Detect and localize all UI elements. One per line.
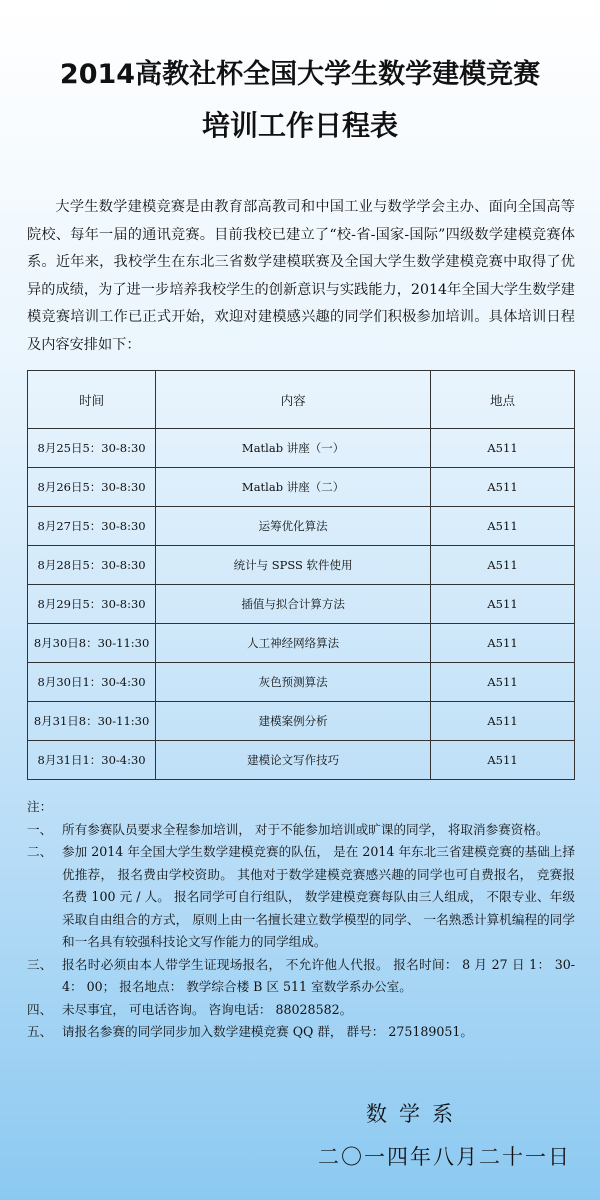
table-row xyxy=(28,546,575,585)
cell-time: 8月28日5：30-8:30 xyxy=(28,546,156,585)
cell-location: A511 xyxy=(431,546,575,585)
cell-time: 8月26日5：30-8:30 xyxy=(28,468,156,507)
page-title: 2014高教社杯全国大学生数学建模竞赛 xyxy=(59,59,541,90)
cell-time: 8月29日5：30-8:30 xyxy=(28,585,156,624)
cell-time: 8月31日8：30-11:30 xyxy=(28,702,156,741)
cell-time: 8月27日5：30-8:30 xyxy=(28,507,156,546)
note-item xyxy=(27,999,575,1022)
note-number: 一、 xyxy=(27,821,53,837)
table-row xyxy=(28,663,575,702)
cell-time: 8月31日1：30-4:30 xyxy=(28,741,156,780)
cell-content: 建模论文写作技巧 xyxy=(156,741,431,780)
note-item xyxy=(27,1021,575,1044)
cell-location: A511 xyxy=(431,468,575,507)
note-number: 三、 xyxy=(27,956,53,972)
table-row xyxy=(28,741,575,780)
note-item xyxy=(27,819,575,842)
cell-location: A511 xyxy=(431,585,575,624)
cell-content: 建模案例分析 xyxy=(156,702,431,741)
table-header-row xyxy=(28,371,575,429)
note-text: 请报名参赛的同学同步加入数学建模竞赛 QQ 群， 群号： 275189051。 xyxy=(62,1024,474,1039)
cell-content: 统计与 SPSS 软件使用 xyxy=(156,546,431,585)
header-time: 时间 xyxy=(28,371,156,429)
note-item xyxy=(27,841,575,954)
cell-content: 运筹优化算法 xyxy=(156,507,431,546)
table-row xyxy=(28,702,575,741)
table-row xyxy=(28,624,575,663)
cell-location: A511 xyxy=(431,741,575,780)
page-subtitle: 培训工作日程表 xyxy=(201,109,398,142)
table-row xyxy=(28,507,575,546)
cell-time: 8月25日5：30-8:30 xyxy=(28,429,156,468)
cell-content: 插值与拟合计算方法 xyxy=(156,585,431,624)
cell-content: 人工神经网络算法 xyxy=(156,624,431,663)
cell-location: A511 xyxy=(431,507,575,546)
notes-heading: 注： xyxy=(27,799,53,814)
schedule-table xyxy=(27,370,575,780)
note-text: 未尽事宜， 可电话咨询。 咨询电话： 88028582。 xyxy=(62,1001,353,1017)
cell-content: 灰色预测算法 xyxy=(156,663,431,702)
note-item xyxy=(27,954,575,999)
cell-content: Matlab 讲座（一） xyxy=(156,429,431,468)
note-number: 四、 xyxy=(27,1001,53,1017)
note-text: 所有参赛队员要求全程参加培训， 对于不能参加培训或旷课的同学， 将取消参赛资格。 xyxy=(62,821,549,837)
cell-time: 8月30日8：30-11:30 xyxy=(28,624,156,663)
cell-location: A511 xyxy=(431,663,575,702)
signature-date: 二〇一四年八月二十一日 xyxy=(318,1145,571,1169)
table-row xyxy=(28,429,575,468)
table-row xyxy=(28,585,575,624)
note-text: 参加 2014 年全国大学生数学建模竞赛的队伍， 是在 2014 年东北三省建模竞赛的基础上择优推荐， 报名费由学校资助。 其他对于数学建模竞赛感兴趣的同学也可自费报名， 竞赛报名费 100 元 / 人。 报名同学可自行组队， 数学建模竞赛每队由三人组成， 不限专业、年级采取自由组合的方式， 原则上由一名擅长建立数学模型的同学、 一名熟悉计算机编程的同学和一名具有较强科技论文写作能力的同学组成。 xyxy=(62,844,575,949)
note-number: 二、 xyxy=(27,844,53,859)
intro-paragraph: 大学生数学建模竞赛是由教育部高教司和中国工业与数学学会主办、面向全国高等院校、每年一届的通讯竞赛。目前我校已建立了“校-省-国家-国际”四级数学建模竞赛体系。近年来，我校学生在东北三省数学建模联赛及全国大学生数学建模竞赛中取得了优异的成绩，为了进一步培养我校学生的创新意识与实践能力，2014年全国大学生数学建模竞赛培训工作已正式开始，欢迎对建模感兴趣的同学们积极参加培训。具体培训日程及内容安排如下： xyxy=(27,199,575,353)
cell-location: A511 xyxy=(431,624,575,663)
note-text: 报名时必须由本人带学生证现场报名， 不允许他人代报。 报名时间： 8 月 27 日 1： 30-4： 00； 报名地点： 教学综合楼 B 区 511 室数学系办公室。 xyxy=(62,956,575,994)
signature-department: 数学系 xyxy=(366,1102,465,1126)
cell-location: A511 xyxy=(431,702,575,741)
cell-content: Matlab 讲座（二） xyxy=(156,468,431,507)
cell-location: A511 xyxy=(431,429,575,468)
notes-section xyxy=(27,796,575,1044)
header-content: 内容 xyxy=(156,371,431,429)
note-number: 五、 xyxy=(27,1024,53,1039)
cell-time: 8月30日1：30-4:30 xyxy=(28,663,156,702)
table-row xyxy=(28,468,575,507)
header-location: 地点 xyxy=(431,371,575,429)
